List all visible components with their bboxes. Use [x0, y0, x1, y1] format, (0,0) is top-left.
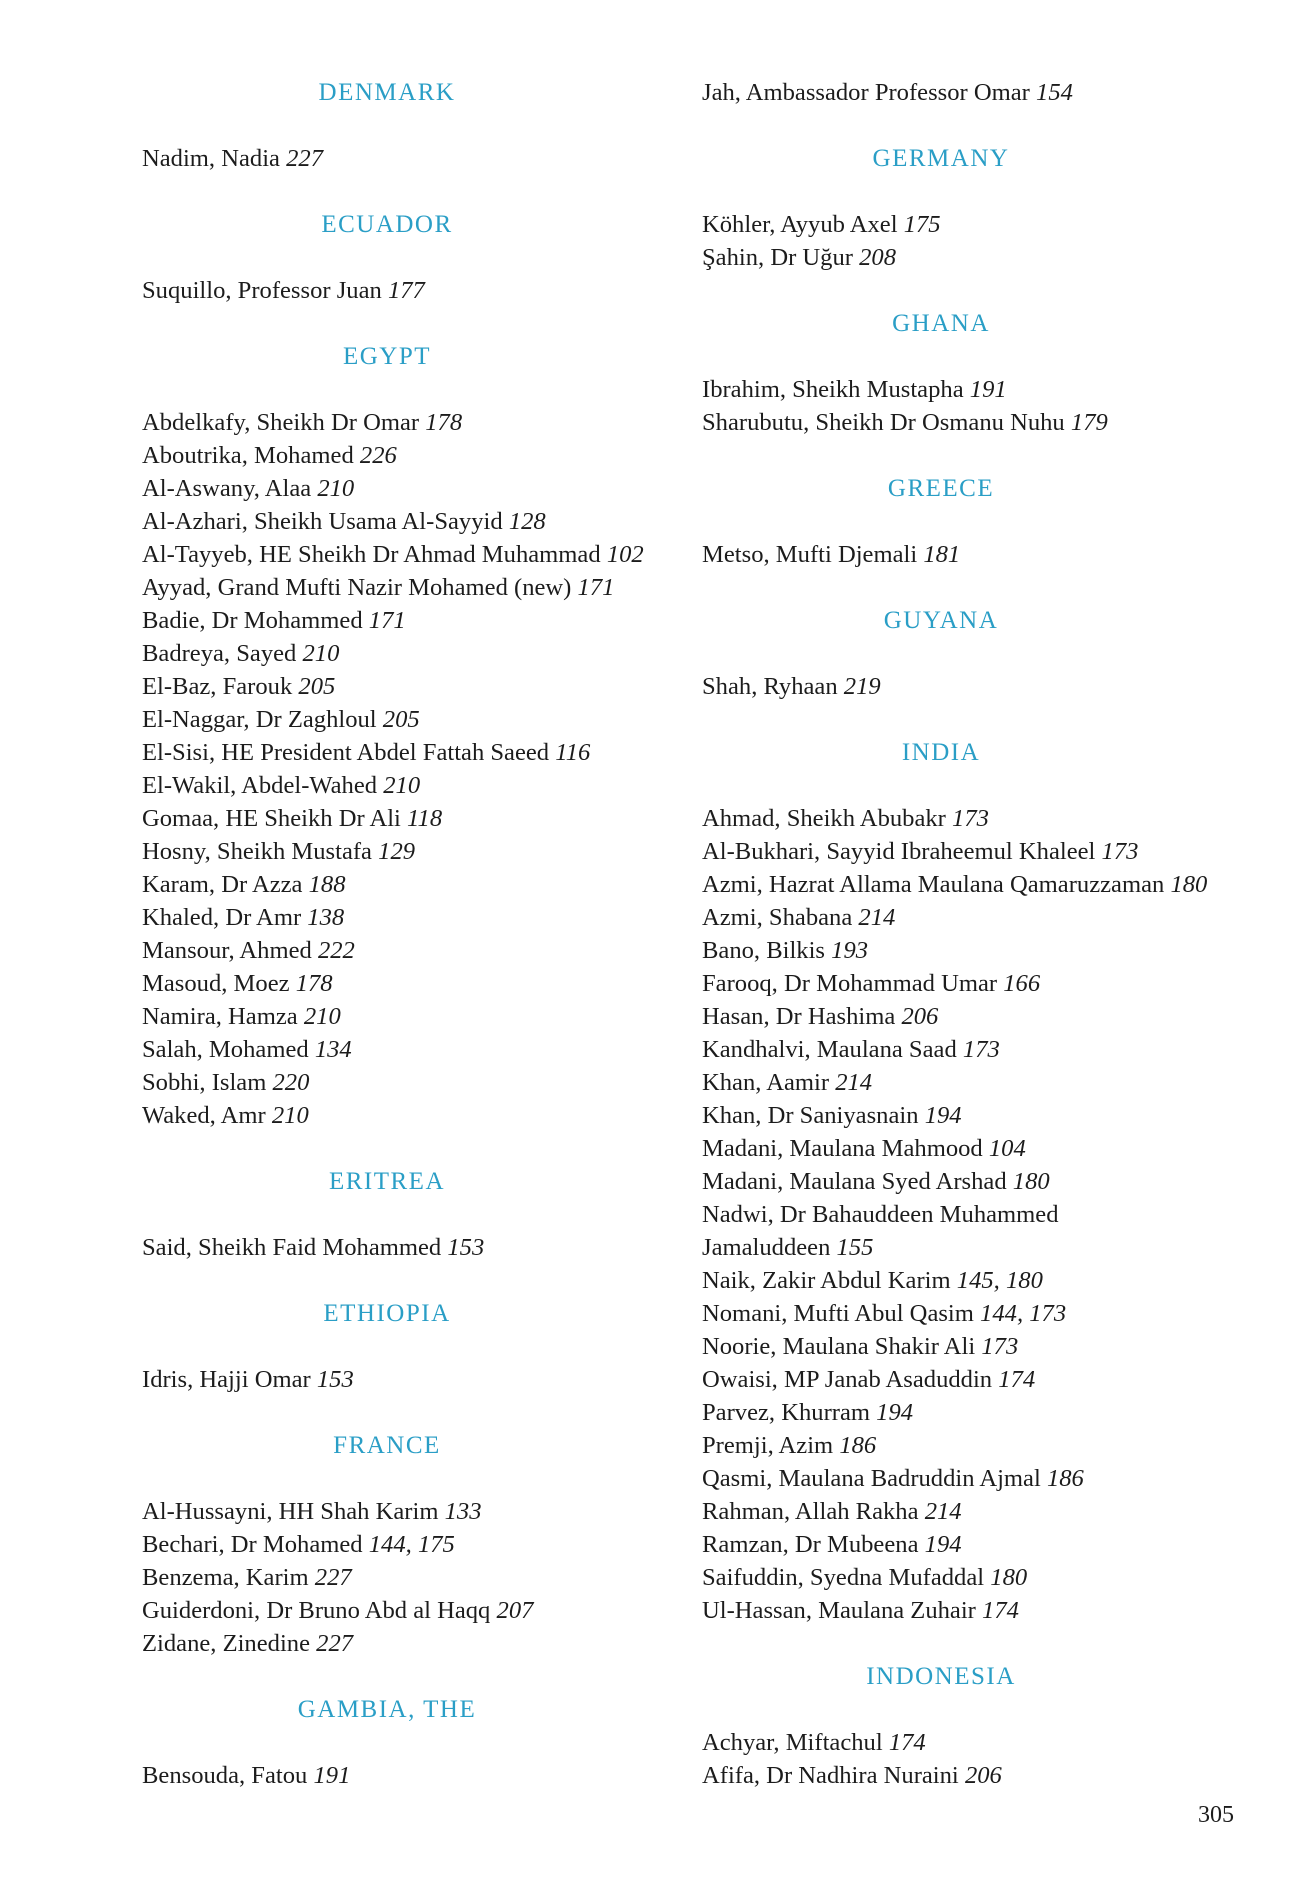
entry-name: Al-Tayyeb, HE Sheikh Dr Ahmad Muhammad [142, 541, 601, 568]
entry-pages: 191 [313, 1762, 351, 1789]
entry-pages: 214 [924, 1498, 962, 1525]
index-entry [142, 1363, 662, 1396]
entry-pages: 179 [1070, 409, 1108, 436]
entry-name: Rahman, Allah Rakha [702, 1498, 919, 1525]
entry-name: Sharubutu, Sheikh Dr Osmanu Nuhu [702, 409, 1065, 436]
index-entry [142, 1231, 662, 1264]
index-entry [142, 505, 662, 538]
entry-name: Madani, Maulana Syed Arshad [702, 1168, 1007, 1195]
index-entry [702, 1561, 1292, 1594]
country-heading: ECUADOR [321, 211, 453, 238]
entry-name: Premji, Azim [702, 1432, 834, 1459]
entry-name: Mansour, Ahmed [142, 937, 312, 964]
entry-pages: 208 [859, 244, 897, 271]
index-entry [702, 901, 1292, 934]
index-entry [142, 901, 662, 934]
index-entry [702, 1165, 1292, 1198]
country-heading: DENMARK [318, 79, 456, 106]
index-entry [702, 1396, 1292, 1429]
entry-name: Sobhi, Islam [142, 1069, 267, 1096]
index-entry [142, 1066, 662, 1099]
entry-pages: 128 [508, 508, 546, 535]
entry-pages: 174 [982, 1597, 1019, 1624]
index-entry [702, 373, 1292, 406]
index-entry [142, 934, 662, 967]
index-entry [702, 1495, 1292, 1528]
entry-name: Masoud, Moez [142, 970, 290, 997]
entry-pages: 173 [1101, 838, 1139, 865]
entry-name: Idris, Hajji Omar [142, 1366, 311, 1393]
entry-pages: 138 [307, 904, 345, 931]
entry-name: Shah, Ryhaan [702, 673, 838, 700]
entry-pages: 214 [858, 904, 896, 931]
entry-name: Madani, Maulana Mahmood [702, 1135, 983, 1162]
index-entry [702, 1099, 1292, 1132]
index-entry [702, 1330, 1292, 1363]
entry-name: El-Sisi, HE President Abdel Fattah Saeed [142, 739, 550, 766]
entry-pages: 102 [606, 541, 644, 568]
entry-name: Nadwi, Dr Bahauddeen Muhammed [702, 1201, 1059, 1228]
index-entry [702, 1000, 1292, 1033]
entry-pages: 104 [988, 1135, 1026, 1162]
entry-pages: 133 [444, 1498, 482, 1525]
entry-name: Azmi, Hazrat Allama Maulana Qamaruzzaman [702, 871, 1165, 898]
entry-pages: 173 [952, 805, 989, 832]
entry-name: Parvez, Khurram [702, 1399, 870, 1426]
entry-pages: 188 [308, 871, 346, 898]
entry-name: Al-Bukhari, Sayyid Ibraheemul Khaleel [702, 838, 1096, 865]
index-entry [702, 1594, 1292, 1627]
index-entry [702, 802, 1292, 835]
index-entry [702, 1297, 1292, 1330]
entry-pages: 178 [425, 409, 463, 436]
index-entry [142, 736, 662, 769]
entry-name: Köhler, Ayyub Axel [702, 211, 898, 238]
entry-pages: 166 [1003, 970, 1041, 997]
country-heading: INDIA [901, 739, 981, 766]
index-entry [142, 1759, 662, 1792]
index-entry [702, 967, 1292, 1000]
index-entry [142, 835, 662, 868]
entry-name: Badie, Dr Mohammed [142, 607, 363, 634]
index-entry [142, 1495, 662, 1528]
country-heading: INDONESIA [866, 1663, 1016, 1690]
entry-name: El-Naggar, Dr Zaghloul [142, 706, 377, 733]
index-entry [702, 208, 1292, 241]
index-entry [142, 703, 662, 736]
entry-name: Owaisi, MP Janab Asaduddin [702, 1366, 993, 1393]
entry-name: Hosny, Sheikh Mustafa [142, 838, 372, 865]
entry-name: Naik, Zakir Abdul Karim [702, 1267, 951, 1294]
entry-name: Khan, Dr Saniyasnain [702, 1102, 919, 1129]
entry-name: Kandhalvi, Maulana Saad [702, 1036, 957, 1063]
entry-name: Nadim, Nadia [142, 145, 280, 172]
index-entry [702, 1033, 1292, 1066]
index-entry [702, 1132, 1292, 1165]
index-entry [142, 604, 662, 637]
entry-pages: 206 [964, 1762, 1002, 1789]
entry-pages: 129 [378, 838, 416, 865]
index-entry [142, 1627, 662, 1660]
entry-pages: 210 [383, 772, 421, 799]
index-entry [142, 670, 662, 703]
entry-name: Khan, Aamir [702, 1069, 830, 1096]
index-entry [142, 472, 662, 505]
index-entry [702, 1528, 1292, 1561]
entry-name: Waked, Amr [142, 1102, 266, 1129]
index-entry [142, 1528, 662, 1561]
country-heading: ERITREA [328, 1168, 446, 1195]
index-entry [142, 406, 662, 439]
entry-pages: 214 [835, 1069, 873, 1096]
entry-name: Şahin, Dr Uğur [702, 244, 853, 271]
index-entry [702, 868, 1292, 901]
entry-pages: 175 [903, 211, 941, 238]
entry-name: Salah, Mohamed [142, 1036, 309, 1063]
entry-name: Saifuddin, Syedna Mufaddal [702, 1564, 985, 1591]
entry-name: Noorie, Maulana Shakir Ali [702, 1333, 976, 1360]
entry-name: Abdelkafy, Sheikh Dr Omar [142, 409, 420, 436]
index-entry [702, 241, 1292, 274]
entry-pages: 155 [836, 1234, 874, 1261]
index-entry [142, 439, 662, 472]
entry-name: Karam, Dr Azza [142, 871, 303, 898]
entry-pages: 174 [888, 1729, 926, 1756]
entry-pages: 222 [317, 937, 355, 964]
page-number: 305 [1198, 1802, 1234, 1828]
entry-name: El-Wakil, Abdel-Wahed [142, 772, 378, 799]
entry-pages: 180 [1170, 871, 1208, 898]
entry-pages: 186 [839, 1432, 877, 1459]
entry-name: Badreya, Sayed [142, 640, 297, 667]
entry-name: Benzema, Karim [142, 1564, 309, 1591]
entry-pages: 210 [317, 475, 355, 502]
entry-name: Zidane, Zinedine [142, 1630, 310, 1657]
index-entry [142, 538, 662, 571]
entry-pages: 227 [286, 145, 324, 172]
index-entry [142, 1099, 662, 1132]
country-heading: GAMBIA, THE [297, 1696, 477, 1723]
entry-pages: 210 [302, 640, 340, 667]
entry-name: Ahmad, Sheikh Abubakr [702, 805, 946, 832]
index-entry [142, 1561, 662, 1594]
index-entry [702, 1264, 1292, 1297]
entry-pages: 171 [368, 607, 406, 634]
index-entry [142, 1000, 662, 1033]
entry-name: Al-Aswany, Alaa [142, 475, 312, 502]
index-entry [142, 967, 662, 1000]
entry-pages: 210 [303, 1003, 341, 1030]
entry-name: Afifa, Dr Nadhira Nuraini [702, 1762, 959, 1789]
entry-pages: 153 [447, 1234, 485, 1261]
entry-name: Ibrahim, Sheikh Mustapha [702, 376, 964, 403]
country-heading: GHANA [892, 310, 990, 337]
entry-pages: 210 [271, 1102, 309, 1129]
entry-pages: 173 [962, 1036, 1000, 1063]
entry-pages: 180 [1012, 1168, 1050, 1195]
country-heading: FRANCE [333, 1432, 441, 1459]
entry-name: Metso, Mufti Djemali [702, 541, 918, 568]
entry-pages: 144, 173 [980, 1300, 1067, 1327]
entry-name: Hasan, Dr Hashima [702, 1003, 896, 1030]
entry-name: Farooq, Dr Mohammad Umar [702, 970, 998, 997]
entry-name: Al-Azhari, Sheikh Usama Al-Sayyid [142, 508, 503, 535]
entry-name: Bechari, Dr Mohamed [142, 1531, 363, 1558]
entry-name: Said, Sheikh Faid Mohammed [142, 1234, 442, 1261]
index-entry [142, 868, 662, 901]
entry-pages: 173 [981, 1333, 1019, 1360]
entry-pages: 181 [923, 541, 961, 568]
entry-name: Namira, Hamza [142, 1003, 298, 1030]
entry-pages: 191 [969, 376, 1007, 403]
entry-pages: 145, 180 [956, 1267, 1043, 1294]
entry-pages: 194 [876, 1399, 914, 1426]
country-heading: GERMANY [872, 145, 1010, 172]
index-entry [702, 1231, 1292, 1264]
country-heading: GUYANA [883, 607, 999, 634]
index-entry [702, 934, 1292, 967]
entry-name: Ramzan, Dr Mubeena [702, 1531, 919, 1558]
entry-name: Nomani, Mufti Abul Qasim [702, 1300, 974, 1327]
entry-name: Achyar, Miftachul [702, 1729, 883, 1756]
index-entry [702, 1759, 1292, 1792]
index-entry [702, 1429, 1292, 1462]
entry-pages: 194 [924, 1102, 962, 1129]
entry-pages: 194 [924, 1531, 962, 1558]
index-entry [702, 1726, 1292, 1759]
index-entry [702, 835, 1292, 868]
entry-pages: 174 [998, 1366, 1036, 1393]
index-entry [142, 274, 662, 307]
entry-name: Jamaluddeen [702, 1234, 831, 1261]
entry-name: Qasmi, Maulana Badruddin Ajmal [702, 1465, 1041, 1492]
entry-pages: 193 [831, 937, 869, 964]
right-column [702, 76, 1292, 1792]
index-entry [702, 1462, 1292, 1495]
entry-pages: 153 [316, 1366, 354, 1393]
entry-pages: 171 [577, 574, 615, 601]
entry-name: Jah, Ambassador Professor Omar [702, 79, 1030, 106]
index-entry [702, 1198, 1292, 1231]
entry-name: Gomaa, HE Sheikh Dr Ali [142, 805, 401, 832]
index-entry [142, 142, 662, 175]
index-entry [142, 571, 662, 604]
country-heading: EGYPT [342, 343, 432, 370]
entry-pages: 154 [1036, 79, 1073, 106]
entry-pages: 178 [295, 970, 333, 997]
index-entry [702, 538, 1292, 571]
entry-pages: 134 [314, 1036, 352, 1063]
entry-name: Aboutrika, Mohamed [142, 442, 354, 469]
entry-pages: 205 [298, 673, 336, 700]
index-entry [142, 802, 662, 835]
index-entry [702, 1363, 1292, 1396]
entry-pages: 186 [1046, 1465, 1084, 1492]
entry-pages: 219 [843, 673, 881, 700]
entry-name: Ayyad, Grand Mufti Nazir Mohamed (new) [142, 574, 572, 601]
index-entry [142, 1594, 662, 1627]
entry-pages: 205 [382, 706, 420, 733]
entry-name: Khaled, Dr Amr [142, 904, 302, 931]
index-entry [702, 670, 1292, 703]
entry-pages: 177 [387, 277, 425, 304]
entry-pages: 227 [316, 1630, 354, 1657]
index-entry [142, 1033, 662, 1066]
entry-name: El-Baz, Farouk [142, 673, 293, 700]
entry-pages: 118 [407, 805, 443, 832]
left-column [142, 76, 662, 1792]
entry-name: Ul-Hassan, Maulana Zuhair [702, 1597, 976, 1624]
country-heading: ETHIOPIA [323, 1300, 451, 1327]
country-heading: GREECE [887, 475, 995, 502]
index-entry [702, 406, 1292, 439]
entry-name: Bensouda, Fatou [142, 1762, 308, 1789]
entry-name: Azmi, Shabana [702, 904, 853, 931]
entry-pages: 206 [901, 1003, 939, 1030]
entry-name: Al-Hussayni, HH Shah Karim [142, 1498, 439, 1525]
entry-name: Suquillo, Professor Juan [142, 277, 382, 304]
entry-pages: 207 [496, 1597, 534, 1624]
entry-name: Bano, Bilkis [702, 937, 825, 964]
entry-pages: 226 [359, 442, 397, 469]
entry-pages: 220 [272, 1069, 310, 1096]
index-entry [702, 76, 1292, 109]
entry-pages: 227 [314, 1564, 352, 1591]
entry-pages: 180 [990, 1564, 1028, 1591]
entry-pages: 116 [555, 739, 591, 766]
entry-name: Guiderdoni, Dr Bruno Abd al Haqq [142, 1597, 491, 1624]
index-entry [142, 769, 662, 802]
entry-pages: 144, 175 [368, 1531, 455, 1558]
index-entry [142, 637, 662, 670]
index-entry [702, 1066, 1292, 1099]
